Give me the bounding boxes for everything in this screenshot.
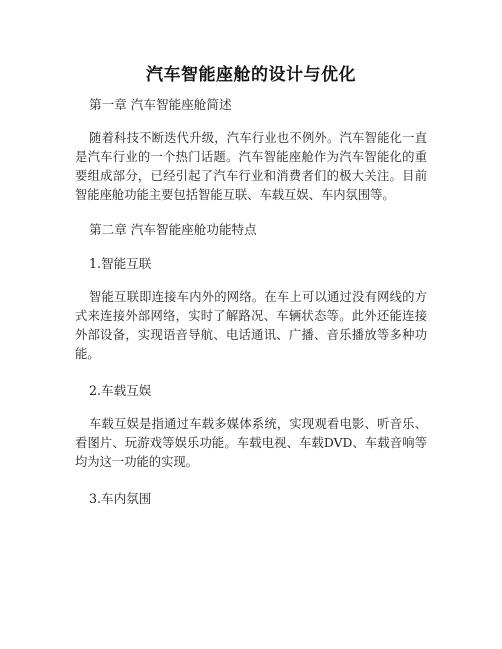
document-title: 汽车智能座舱的设计与优化 bbox=[146, 65, 356, 85]
section-3-heading: 3.车内氛围 bbox=[89, 491, 152, 506]
chapter-1-heading: 第一章 汽车智能座舱简述 bbox=[89, 97, 232, 112]
section-1-heading: 1.智能互联 bbox=[89, 256, 152, 271]
document-body bbox=[75, 95, 427, 508]
section-1-paragraph: 智能互联即连接车内外的网络。在车上可以通过没有网线的方式来连接外部网络，实时了解路况、车辆状态等。此外还能连接外部设备，实现语音导航、电话通讯、广播、音乐播放等多种功能。 bbox=[75, 290, 427, 361]
section-2-paragraph: 车载互娱是指通过车载多媒体系统，实现观看电影、听音乐、看图片、玩游戏等娱乐功能。车载电视、车载DVD、车载音响等均为这一功能的实现。 bbox=[75, 417, 427, 469]
chapter-1-paragraph: 随着科技不断迭代升级，汽车行业也不例外。汽车智能化一直是汽车行业的一个热门话题。汽车智能座舱作为汽车智能化的重要组成部分，已经引起了汽车行业和消费者们的极大关注。目前智能座舱功能主要包括智能互联、车载互娱、车内氛围等。 bbox=[75, 131, 427, 202]
chapter-2-heading: 第二章 汽车智能座舱功能特点 bbox=[89, 222, 257, 237]
section-2-heading: 2.车载互娱 bbox=[89, 383, 152, 398]
